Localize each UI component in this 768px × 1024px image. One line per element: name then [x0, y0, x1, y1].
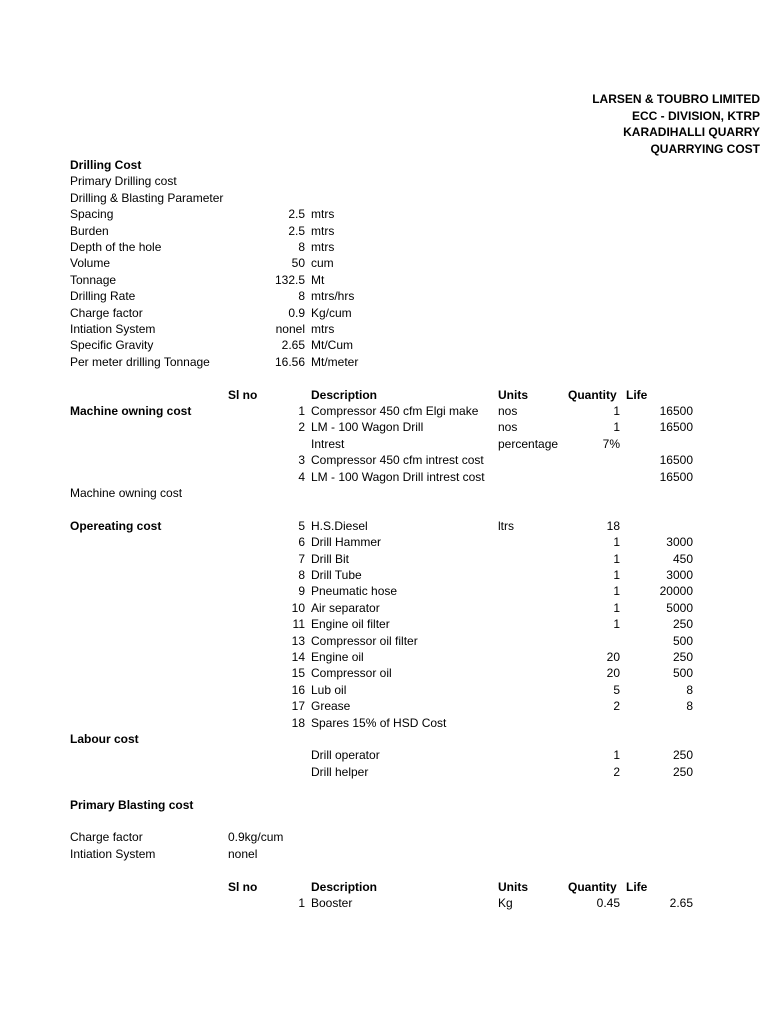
- row-quantity: 7%: [602, 436, 620, 451]
- row-description: Drill helper: [311, 764, 369, 779]
- param-unit: mtrs: [311, 240, 335, 254]
- param-label: Specific Gravity: [70, 338, 154, 353]
- row-life: 250: [672, 748, 693, 763]
- row-life: 5000: [666, 600, 693, 615]
- row-slno: 18: [291, 715, 305, 730]
- row-quantity: 1: [613, 748, 620, 763]
- blast-param-value: 0.9kg/cum: [228, 830, 284, 845]
- sheet-title: QUARRYING COST: [650, 142, 760, 156]
- param-unit: mtrs: [311, 322, 335, 336]
- row-slno: 15: [291, 666, 305, 681]
- row-slno: 2: [298, 420, 305, 435]
- row-description: Grease: [311, 699, 351, 714]
- division-name: ECC - DIVISION, KTRP: [631, 109, 760, 123]
- row-life: 8: [686, 682, 693, 697]
- row-description: Engine oil filter: [311, 617, 390, 632]
- row-life: 250: [672, 650, 693, 664]
- row-units: nos: [498, 404, 518, 418]
- row-life: 450: [672, 551, 693, 566]
- row-slno: 7: [298, 551, 305, 566]
- row-description: Drill operator: [311, 748, 380, 763]
- param-unit: Kg/cum: [311, 305, 352, 320]
- param-unit: Mt: [311, 272, 325, 287]
- row-quantity: 1: [613, 568, 620, 582]
- row-slno: 11: [292, 617, 305, 632]
- blast-param-label: Charge factor: [70, 830, 143, 845]
- row-life: 8: [686, 699, 693, 714]
- row-life: 500: [672, 633, 693, 648]
- param-label: Intiation System: [70, 322, 156, 336]
- param-value: 2.5: [288, 207, 305, 222]
- param-label: Tonnage: [70, 272, 117, 287]
- row-slno: 9: [298, 584, 305, 599]
- row-description: LM - 100 Wagon Drill intrest cost: [311, 469, 485, 484]
- row-description: LM - 100 Wagon Drill: [311, 420, 424, 435]
- row-description: Engine oil: [311, 650, 364, 664]
- row-slno: 14: [291, 650, 305, 664]
- col-header-description: Description: [311, 387, 378, 402]
- col-header-units: Units: [498, 387, 528, 402]
- row-slno: 13: [291, 633, 305, 648]
- row-description: Compressor 450 cfm Elgi make: [311, 404, 479, 418]
- row-quantity: 2: [613, 764, 620, 779]
- param-unit: Mt/Cum: [311, 338, 353, 353]
- col-header-quantity: Quantity: [568, 879, 617, 894]
- col-header-slno: Sl no: [228, 387, 258, 402]
- row-life: 16500: [659, 453, 693, 468]
- param-unit: mtrs: [311, 207, 335, 222]
- row-slno: 3: [298, 453, 305, 468]
- row-quantity: 5: [613, 682, 620, 697]
- blast-param-label: Intiation System: [70, 846, 156, 861]
- row-life: 3000: [666, 535, 693, 550]
- row-units: ltrs: [498, 518, 514, 533]
- param-unit: Mt/meter: [311, 354, 359, 369]
- section-title-machine: Machine owning cost: [70, 404, 192, 418]
- row-slno: 1: [298, 896, 305, 910]
- section-title-operating: Opereating cost: [70, 518, 162, 533]
- param-value: 8: [298, 289, 305, 304]
- section-title-drilling: Drilling Cost: [70, 158, 142, 172]
- row-quantity: 18: [606, 518, 620, 533]
- row-description: Drill Bit: [311, 551, 349, 566]
- row-slno: 6: [298, 535, 305, 550]
- row-slno: 16: [291, 682, 305, 697]
- row-quantity: 20: [606, 666, 620, 681]
- row-quantity: 1: [613, 404, 620, 418]
- row-description: Lub oil: [311, 682, 347, 697]
- row-description: H.S.Diesel: [311, 518, 368, 533]
- row-life: 16500: [659, 420, 693, 435]
- param-value: 50: [291, 256, 305, 271]
- row-description: Compressor oil: [311, 666, 392, 681]
- row-life: 2.65: [669, 896, 693, 910]
- param-label: Charge factor: [70, 305, 143, 320]
- row-description: Compressor oil filter: [311, 633, 418, 648]
- param-value: nonel: [275, 322, 305, 336]
- row-description: Drill Tube: [311, 568, 362, 582]
- param-label: Depth of the hole: [70, 240, 162, 254]
- row-quantity: 1: [613, 600, 620, 615]
- col-header-description: Description: [311, 879, 378, 894]
- row-slno: 4: [298, 469, 305, 484]
- param-value: 132.5: [274, 272, 305, 287]
- param-unit: cum: [311, 256, 334, 271]
- machine-owning-footer: Machine owning cost: [70, 486, 183, 500]
- row-description: Air separator: [311, 600, 380, 615]
- param-value: 0.9: [288, 305, 305, 320]
- row-slno: 8: [298, 568, 305, 582]
- row-life: 3000: [666, 568, 693, 582]
- row-slno: 10: [291, 600, 305, 615]
- row-slno: 1: [298, 404, 305, 418]
- row-description: Booster: [311, 896, 353, 910]
- row-life: 20000: [659, 584, 693, 599]
- col-header-life: Life: [626, 387, 648, 402]
- row-description: Intrest: [311, 436, 345, 451]
- blast-param-value: nonel: [228, 846, 258, 861]
- row-life: 500: [672, 666, 693, 681]
- param-unit: mtrs: [311, 223, 335, 238]
- param-value: 8: [298, 240, 305, 254]
- row-units: Kg: [498, 896, 513, 910]
- param-value: 2.65: [281, 338, 305, 353]
- row-quantity: 20: [606, 650, 620, 664]
- row-description: Compressor 450 cfm intrest cost: [311, 453, 484, 468]
- row-description: Spares 15% of HSD Cost: [311, 715, 447, 730]
- param-value: 16.56: [274, 354, 305, 369]
- row-quantity: 2: [613, 699, 620, 714]
- param-label: Drilling Rate: [70, 289, 136, 304]
- row-life: 250: [672, 617, 693, 632]
- col-header-units: Units: [498, 879, 528, 894]
- row-description: Pneumatic hose: [311, 584, 398, 599]
- quarry-name: KARADIHALLI QUARRY: [623, 125, 760, 139]
- row-quantity: 1: [613, 584, 620, 599]
- row-units: nos: [498, 420, 518, 435]
- param-label: Per meter drilling Tonnage: [70, 354, 210, 369]
- row-description: Drill Hammer: [311, 535, 381, 550]
- row-quantity: 1: [613, 535, 620, 550]
- param-label: Burden: [70, 223, 109, 238]
- row-quantity: 0.45: [596, 896, 620, 910]
- row-life: 250: [672, 764, 693, 779]
- section-title-labour: Labour cost: [70, 732, 139, 746]
- param-label: Spacing: [70, 207, 114, 222]
- row-quantity: 1: [613, 551, 620, 566]
- row-quantity: 1: [613, 617, 620, 632]
- row-slno: 17: [291, 699, 305, 714]
- company-name: LARSEN & TOUBRO LIMITED: [592, 92, 760, 106]
- subtitle-params: Drilling & Blasting Parameter: [70, 190, 224, 205]
- row-life: 16500: [659, 469, 693, 484]
- col-header-life: Life: [626, 879, 648, 894]
- row-units: percentage: [498, 436, 559, 451]
- col-header-quantity: Quantity: [568, 387, 617, 402]
- param-value: 2.5: [288, 223, 305, 238]
- row-quantity: 1: [613, 420, 620, 435]
- subtitle-primary-drilling: Primary Drilling cost: [70, 174, 177, 189]
- param-unit: mtrs/hrs: [311, 289, 355, 304]
- col-header-slno: Sl no: [228, 879, 258, 894]
- param-label: Volume: [70, 256, 111, 271]
- section-title-blasting: Primary Blasting cost: [70, 797, 194, 812]
- row-life: 16500: [659, 404, 693, 418]
- row-slno: 5: [298, 518, 305, 533]
